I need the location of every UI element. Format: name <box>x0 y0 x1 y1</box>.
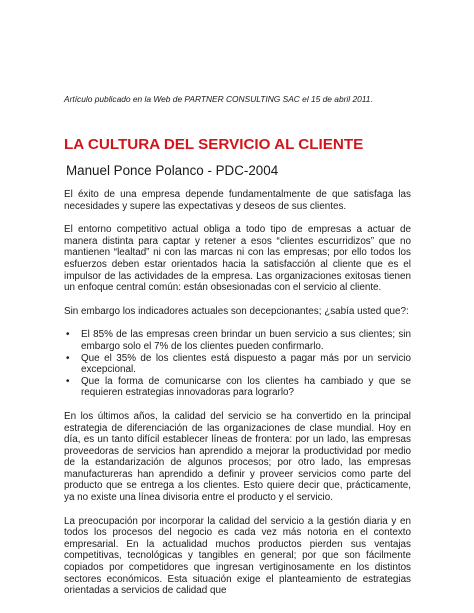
list-item <box>64 376 411 399</box>
list-item-text: El 85% de las empresas creen brindar un buen servicio a sus clientes; sin embargo solo el 7% de los clientes pueden confirmarlo. <box>81 329 411 352</box>
publication-note: Artículo publicado en la Web de PARTNER CONSULTING SAC el 15 de abril 2011. <box>64 94 373 104</box>
paragraph-management-concern: La preocupación por incorporar la calidad del servicio a la gestión diaria y en todos los procesos del negocio es cada vez más notoria en el contexto empresarial. En la actualidad muchos productos pierden sus ventajas competitivas, tecnológicas y tangibles en general; por que son fácilmente copiados por competidores que ingresan vertiginosamente en los distintos sectores económicos. Esta situación exige el planteamiento de estrategias orientadas a servicios de calidad que <box>64 515 411 597</box>
article-title: LA CULTURA DEL SERVICIO AL CLIENTE <box>64 136 364 153</box>
bullet-icon: • <box>66 329 70 341</box>
list-item <box>64 353 411 376</box>
paragraph-indicators: Sin embargo los indicadores actuales son decepcionantes; ¿sabía usted que?: <box>64 305 409 317</box>
bullet-list <box>64 329 411 399</box>
paragraph-intro: El éxito de una empresa depende fundamentalmente de que satisfaga las necesidades y supere las expectativas y deseos de sus clientes. <box>64 189 411 212</box>
paragraph-competitive-environment: El entorno competitivo actual obliga a todo tipo de empresas a actuar de manera distinta para captar y retener a esos “clientes escurridizos” que no mantienen “lealtad” ni con las marcas ni con las empresas; por ello todos los esfuerzos deben estar orientados hacia la satisfacción al cliente que es el impulsor de las actividades de la empresa. Las organizaciones exitosas tienen un enfoque central común: están obsesionadas con el servicio al cliente. <box>64 224 411 294</box>
list-item-text: Que la forma de comunicarse con los clientes ha cambiado y que se requieren estrategias innovadoras para lograrlo? <box>81 375 411 399</box>
author-line: Manuel Ponce Polanco - PDC-2004 <box>66 163 279 178</box>
list-item <box>64 329 411 352</box>
list-item-text: Que el 35% de los clientes está dispuesto a pagar más por un servicio excepcional. <box>81 352 411 376</box>
bullet-icon: • <box>66 375 70 387</box>
bullet-icon: • <box>66 352 70 364</box>
article-body <box>64 189 411 609</box>
paragraph-service-quality: En los últimos años, la calidad del servicio se ha convertido en la principal estrategia de diferenciación de las organizaciones de clase mundial. Hoy en día, es un tanto difícil establecer líneas de frontera: por un lado, las empresas proveedoras de servicios han aprendido a mejorar la productividad por medio de la estandarización de algunos procesos; por otro lado, las empresas manufactureras han aprendido a definir y proveer servicios como parte del producto que se entrega a los clientes. Esto quiere decir que, prácticamente, ya no existe una línea divisoria entre el producto y el servicio. <box>64 410 411 504</box>
